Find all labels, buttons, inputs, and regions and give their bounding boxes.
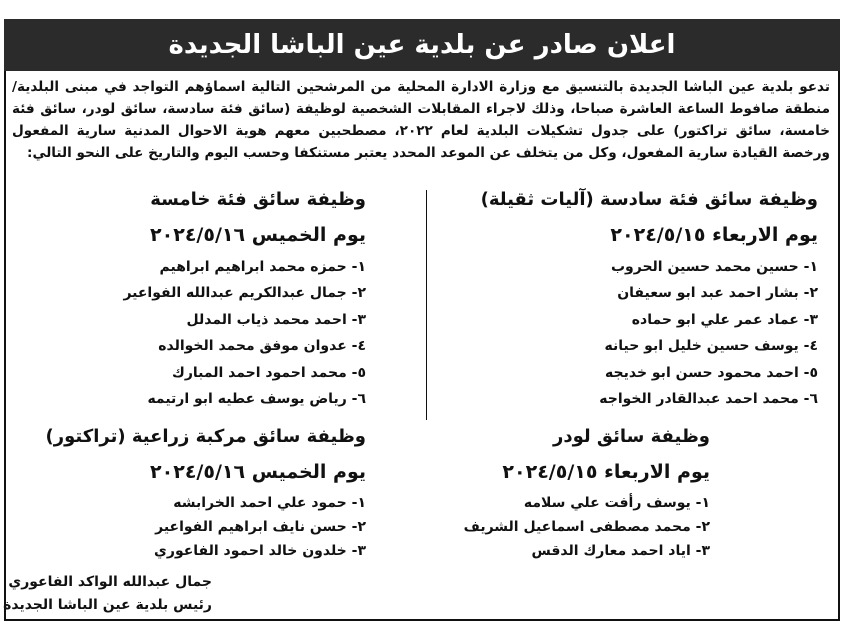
section-title: وظيفة سائق مركبة زراعية (تراكتور) [45,426,366,447]
candidate-name: ٤- يوسف حسين خليل ابو حيانه [604,338,818,355]
section-title: وظيفة سائق فئة سادسة (آليات ثقيلة) [480,189,818,210]
candidate-name: ١- حمزه محمد ابراهيم ابراهيم [159,259,366,275]
candidate-name: ٢- حسن نايف ابراهيم الفواعير [155,519,366,535]
candidate-name: ٦- محمد احمد عبدالقادر الخواجه [599,391,818,408]
candidate-name: ١- حسين محمد حسين الحروب [610,259,818,275]
candidate-name: ٦- رياض يوسف عطيه ابو ارتيمه [147,391,366,408]
section-title: وظيفة سائق لودر [553,426,710,447]
candidate-name: ٢- بشار احمد عبد ابو سعيفان [617,285,818,302]
candidate-list [16,254,366,412]
section-fifth-class [16,188,366,412]
candidate-name: ٣- احمد محمد ذياب المدلل [186,311,366,328]
announcement-intro: تدعو بلدية عين الباشا الجديدة بالتنسيق مع وزارة الادارة المحلية من المرشحين التالية اسماؤهم التواجد في مبنى البلدية/ منطقة صافوط الساعة العاشرة صباحا، وذلك لاجراء المقابلات الشخصية لوظيفة (سائق فئة سادسة، سائق لودر، سائق فئة خامسة، سائق تراكتور) على جدول تشكيلات البلدية لعام ٢٠٢٢، مصطحبين معهم هوية الاحوال المدنية سارية المفعول ورخصة القيادة سارية المفعول، وكل من يتخلف عن الموعد المحدد يعتبر مستنكفا وحسب اليوم والتاريخ على النحو التالي: [12,79,830,161]
candidate-name: ٢- محمد مصطفى اسماعيل الشريف [463,519,710,535]
candidate-list [16,491,366,563]
candidate-list [410,491,710,563]
section-date: يوم الخميس ٢٠٢٤/٥/١٦ [150,461,366,483]
candidate-name: ٣- خلدون خالد احمود الفاعوري [154,543,366,559]
announcement-title: اعلان صادر عن بلدية عين الباشا الجديدة [4,19,840,71]
candidate-name: ٥- احمد محمود حسن ابو خديجه [605,364,818,381]
candidate-name: ١- حمود علي احمد الخرابشه [173,495,366,511]
section-loader [410,425,710,563]
section-date: يوم الخميس ٢٠٢٤/٥/١٦ [150,224,366,246]
candidate-list [438,254,818,412]
section-tractor [16,425,366,563]
section-date: يوم الاربعاء ٢٠٢٤/٥/١٥ [610,224,818,246]
section-date: يوم الاربعاء ٢٠٢٤/٥/١٥ [502,461,710,483]
signature-role: رئيس بلدية عين الباشا الجديدة [3,597,212,613]
section-sixth-class [438,188,818,412]
candidate-name: ٢- جمال عبدالكريم عبدالله الفواعير [123,285,366,302]
candidate-name: ٥- محمد احمود احمد المبارك [172,364,366,381]
candidate-name: ٣- اياد احمد معارك الدقس [531,543,710,559]
signature-name: جمال عبدالله الواكد الفاعوري [8,574,212,590]
candidate-name: ١- يوسف رأفت علي سلامه [523,495,710,511]
candidate-name: ٤- عدوان موفق محمد الخوالده [158,338,366,355]
column-divider [426,190,427,420]
section-title: وظيفة سائق فئة خامسة [150,189,366,210]
candidate-name: ٣- عماد عمر علي ابو حماده [631,311,818,328]
